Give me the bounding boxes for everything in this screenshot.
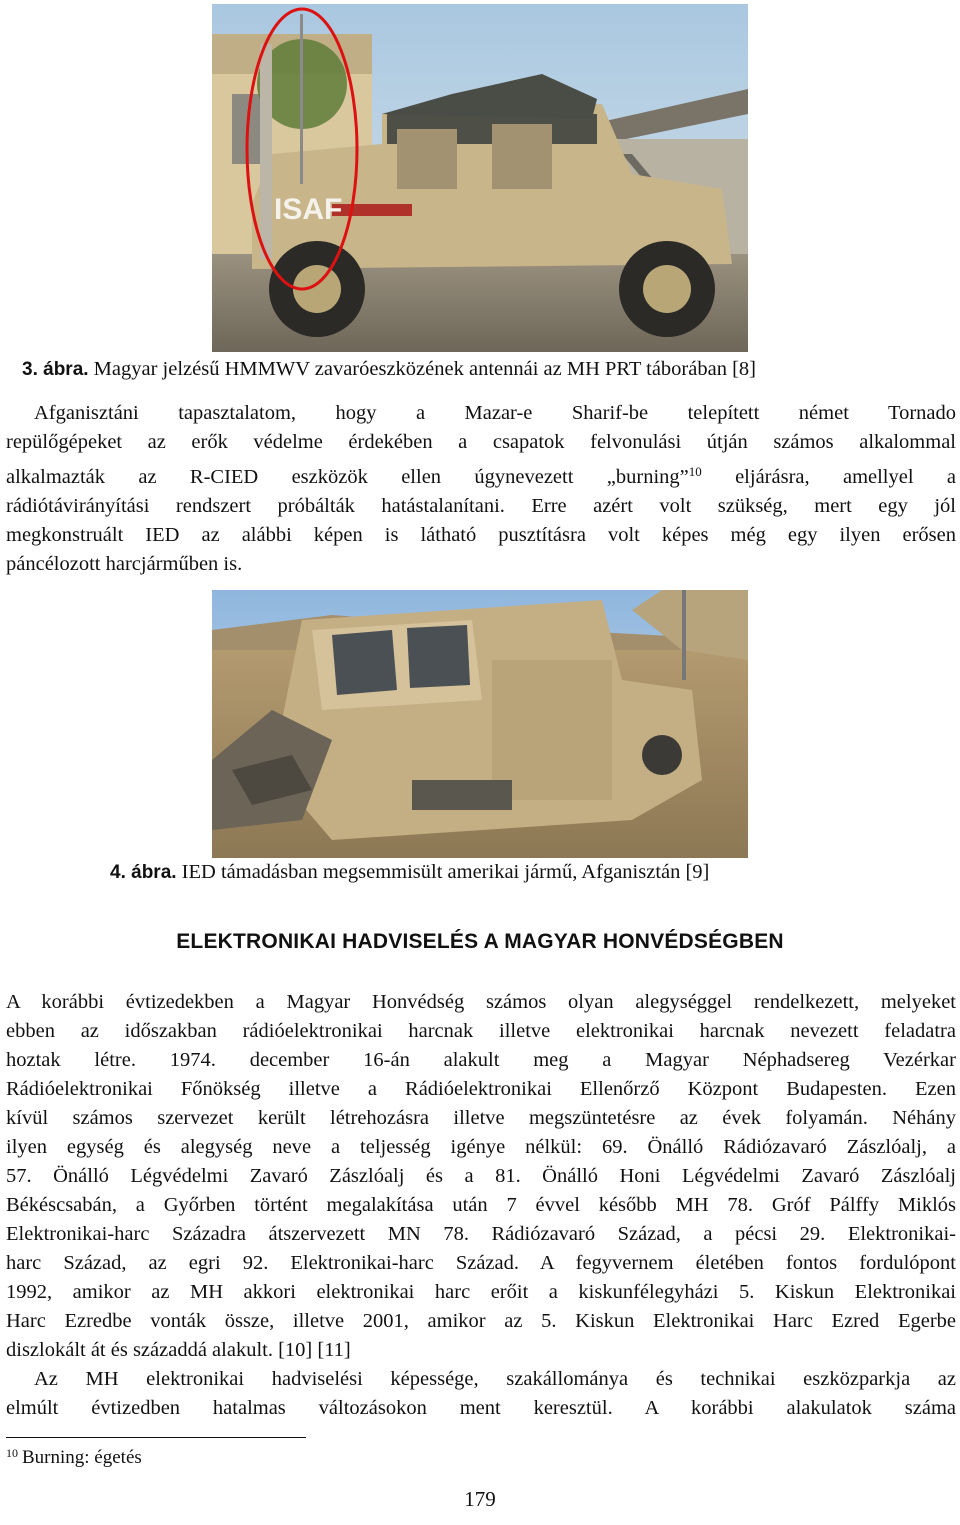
figure-3-caption-text: Magyar jelzésű HMMWV zavaróeszközének antennái az MH PRT táborában [8]: [88, 358, 756, 380]
figure-4-caption-text: IED támadásban megsemmisült amerikai jármű, Afganisztán [9]: [176, 861, 710, 883]
paragraph-1-line: Afganisztáni tapasztalatom, hogy a Mazar-e Sharif-be telepített német Tornado: [34, 402, 956, 424]
figure-4-photo: [212, 590, 748, 858]
paragraph-2-line: harc Század, az egri 92. Elektronikai-harc Század. A fegyvernem életében fontos fordulópont: [6, 1252, 956, 1274]
footnote-ref: 10: [688, 464, 702, 479]
isaf-marking: ISAF: [274, 193, 343, 226]
paragraph-1-line: rádiótávirányítási rendszert próbálták hatástalanítani. Erre azért volt szükség, mert egy jól: [6, 495, 956, 517]
figure-4-caption: [110, 859, 709, 886]
paragraph-1: [6, 399, 956, 579]
paragraph-1-line: [6, 457, 956, 492]
paragraph-2-line: Harc Ezredbe vonták össze, illetve 2001, amikor az 5. Kiskun Elektronikai Harc Ezred Egerbe: [6, 1310, 956, 1332]
paragraph-1-line: páncélozott harcjárműben is.: [6, 553, 243, 575]
paragraph-2-line: 1992, amikor az MH akkori elektronikai harc erőit a kiskunfélegyházi 5. Kiskun Elektronikai: [6, 1281, 956, 1303]
paragraph-2-line: ebben az időszakban rádióelektronikai harcnak illetve elektronikai harcnak nevezett feladatra: [6, 1020, 956, 1042]
paragraph-3-line: Az MH elektronikai hadviselési képessége, szakállománya és technikai eszközparkja az: [34, 1368, 956, 1390]
figure-3-photo: [212, 4, 748, 352]
paragraph-2-line: A korábbi évtizedekben a Magyar Honvédség számos olyan alegységgel rendelkezett, melyeket: [6, 991, 956, 1013]
figure-4-label: 4. ábra.: [110, 862, 177, 883]
section-heading: ELEKTRONIKAI HADVISELÉS A MAGYAR HONVÉDSÉGBEN: [176, 930, 784, 953]
footnote-separator: [6, 1437, 306, 1438]
paragraph-2: [6, 988, 956, 1423]
paragraph-2-line: kívül számos szervezet került létrehozásra illetve megszüntetésre az évek folyamán. Néhány: [6, 1107, 956, 1129]
figure-3-caption: [22, 356, 756, 383]
paragraph-1-line-part: alkalmazták az R-CIED eszközök ellen úgynevezett „burning”: [6, 466, 689, 488]
paragraph-3-line: elmúlt évtizedben hatalmas változásokon ment keresztül. A korábbi alakulatok száma: [6, 1397, 956, 1419]
paragraph-2-line: Békéscsabán, a Győrben történt megalakítása után 7 évvel később MH 78. Gróf Pálffy Miklós: [6, 1194, 956, 1216]
paragraph-2-line: Elektronikai-harc Századra átszervezett MN 78. Rádiózavaró Század, a pécsi 29. Elektronikai-: [6, 1223, 956, 1245]
footnote-text: Burning: égetés: [22, 1447, 142, 1468]
paragraph-2-line: hoztak létre. 1974. december 16-án alakult meg a Magyar Néphadsereg Vezérkar: [6, 1049, 956, 1071]
footnote-number: 10: [6, 1446, 18, 1460]
paragraph-2-line: Rádióelektronikai Főnökség illetve a Rádióelektronikai Ellenőrző Központ Budapesten. Ezen: [6, 1078, 956, 1100]
paragraph-1-line: repülőgépeket az erők védelme érdekében a csapatok felvonulási útján számos alkalommal: [6, 431, 956, 453]
footnote: [6, 1446, 142, 1469]
paragraph-2-line: diszlokált át és századdá alakult. [10] [11]: [6, 1339, 351, 1361]
page-number: 179: [464, 1487, 496, 1511]
paragraph-2-line: ilyen egység és alegység neve a teljesség igénye nélkül: 69. Önálló Rádiózavaró Zászlóalj, a: [6, 1136, 956, 1158]
figure-3-label: 3. ábra.: [22, 359, 89, 380]
paragraph-1-line-part: eljárásra, amellyel a: [701, 466, 956, 488]
paragraph-2-line: 57. Önálló Légvédelmi Zavaró Zászlóalj és a 81. Önálló Honi Légvédelmi Zavaró Zászlóalj: [6, 1165, 956, 1187]
paragraph-1-line: megkonstruált IED az alábbi képen is látható pusztításra volt képes még egy ilyen erősen: [6, 524, 956, 546]
